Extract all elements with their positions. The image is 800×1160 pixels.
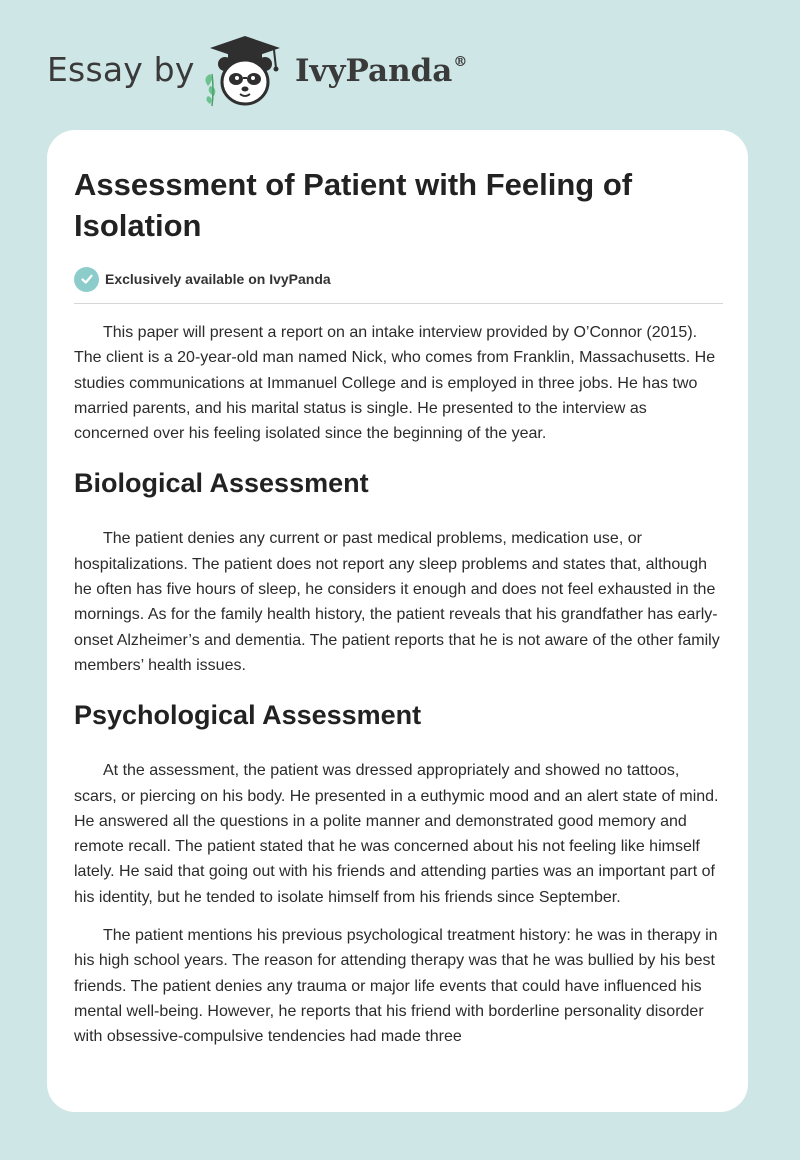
brand-text: IvyPanda (295, 53, 453, 89)
paragraph-biological: The patient denies any current or past medical problems, medication use, or hospitalizations. The patient does not report any sleep problems and states that, although he often has five hours of sleep, he considers it enough and does not feel exhausted in the mornings. As for the family health history, the patient reveals that his grandfather has early-onset Alzheimer’s and dementia. The patient reports that he is not aware of the other family members’ health issues. (74, 530, 720, 674)
essay-title: Assessment of Patient with Feeling of Isolation (74, 167, 633, 243)
site-header (0, 0, 800, 120)
ivypanda-brand-name[interactable] (295, 53, 467, 89)
essay-by-label: Essay by (47, 50, 195, 89)
paragraph-psychological-2: The patient mentions his previous psychological treatment history: he was in therapy in his high school years. The reason for attending therapy was that he was bullied by his best friends. The patient denies any trauma or major life events that could have influenced his mental well-being. However, he reports that his friend with borderline personality disorder with obsessive-compulsive tendencies had made three (74, 927, 718, 1046)
section-heading-biological: Biological Assessment (74, 468, 369, 499)
paragraph-psychological-1: At the assessment, the patient was dressed appropriately and showed no tattoos, scars, or piercing on his body. He presented in a euthymic mood and an alert state of mind. He answered all the questions in a polite manner and demonstrated good memory and remote recall. The patient stated that he was concerned about his not feeling like himself lately. He said that going out with his friends and attending parties was an important part of his identity, but he tended to isolate himself from his friends since September. (74, 762, 719, 906)
registered-mark: ® (453, 53, 468, 70)
checkmark-icon (74, 267, 99, 292)
exclusive-badge-label: Exclusively available on IvyPanda (105, 271, 331, 287)
panda-graduate-logo-icon[interactable] (200, 34, 290, 108)
intro-paragraph: This paper will present a report on an intake interview provided by O’Connor (2015). The client is a 20-year-old man named Nick, who comes from Franklin, Massachusetts. He studies communications at Immanuel College and is employed in three jobs. He has two married parents, and his marital status is single. He presented to the interview as concerned over his feeling isolated since the beginning of the year. (74, 324, 716, 443)
title-divider (74, 303, 723, 304)
exclusive-badge (74, 266, 723, 292)
essay-content (74, 164, 723, 1050)
essay-card (47, 130, 748, 1112)
section-heading-psychological: Psychological Assessment (74, 700, 422, 731)
